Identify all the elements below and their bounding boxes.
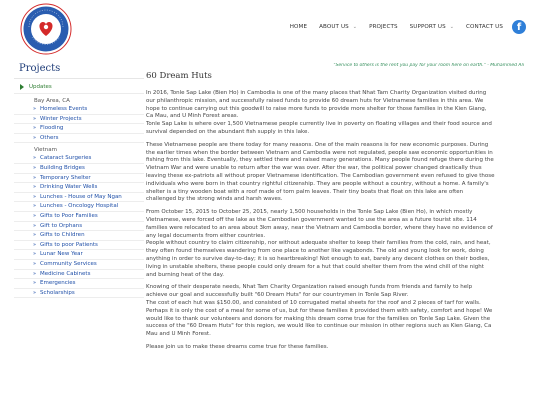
- content-paragraph: [146, 284, 524, 339]
- double-chevron-icon: »: [33, 212, 37, 219]
- double-chevron-icon: »: [33, 193, 37, 200]
- paragraph-line: These Vietnamese people are there today for many reasons. One of the main reasons is for new economic purposes. During: [146, 141, 489, 148]
- sidebar-title: Projects: [19, 63, 61, 74]
- paragraph-line: Tonle Sap Lake is where over 1,500 Vietnamese people currently live in poverty on floating villages and their food source and: [146, 121, 492, 128]
- content-paragraph: [146, 90, 524, 137]
- sidebar-item-updates[interactable]: Updates: [14, 81, 144, 94]
- sidebar-item-label: Lunches - Oncology Hospital: [40, 203, 119, 210]
- double-chevron-icon: »: [33, 222, 37, 229]
- paragraph-line: the earlier times when the border between Vietnam and Cambodia were not regulated, people saw economic opportunities in: [146, 149, 493, 156]
- paragraph-line: Ca Mau, and U Minh Forest areas.: [146, 113, 239, 120]
- paragraph-line: survival depended on the abundant fish supply in this lake.: [146, 128, 310, 135]
- divider: [14, 78, 144, 79]
- paragraph-line: living in unstable shelters, these people could only dream for a hut that could shelter them from the wind chill of the night: [146, 263, 484, 270]
- double-chevron-icon: »: [33, 280, 37, 287]
- paragraph-line: anything in order to survive day-to-day; it is so heartbreaking! Not enough to eat, barely any decent clothes on their bodies,: [146, 255, 490, 262]
- quote-text: "Service to others is the rent you pay for your room here on earth." - Muhammed Ali: [333, 63, 524, 68]
- sidebar-item-flooding[interactable]: [14, 124, 144, 134]
- region-label-bay-area: Bay Area, CA: [34, 98, 70, 104]
- double-chevron-icon: »: [33, 232, 37, 239]
- paragraph-line: People without country to claim citizenship, nor without adequate shelter to keep their families from the cold, rain, and heat,: [146, 240, 491, 247]
- sidebar-item-label: Homeless Events: [40, 106, 88, 112]
- paragraph-line: From October 15, 2015 to October 25, 2015, nearly 1,500 households in the Tonle Sap Lake (Bien Ho), in which mostly: [146, 209, 473, 216]
- sidebar-item-gifts-to-poor-families[interactable]: [14, 212, 144, 222]
- sidebar-item-label: Gifts to Children: [40, 232, 85, 239]
- double-chevron-icon: »: [33, 164, 37, 171]
- sidebar-item-building-bridges[interactable]: [14, 164, 144, 174]
- sidebar-item-label: Gifts to poor Patients: [40, 241, 98, 248]
- double-chevron-icon: »: [33, 134, 37, 141]
- double-chevron-icon: »: [33, 203, 37, 210]
- sidebar-item-label: Drinking Water Wells: [40, 184, 98, 191]
- page-title: 60 Dream Huts: [146, 71, 212, 81]
- paragraph-line: Mau and U Minh Forest.: [146, 331, 211, 338]
- facebook-icon[interactable]: f: [512, 20, 526, 34]
- sidebar-item-label: Lunches - House of May Ngan: [40, 193, 122, 200]
- paragraph-line: Knowing of their desperate needs, Nhat Tam Charity Organization raised enough funds from friends and family to help: [146, 284, 473, 291]
- paragraph-line: Vietnam War and were unable to return after the war was over. After the war, the political power changed drastically thus: [146, 165, 482, 172]
- double-chevron-icon: »: [33, 251, 37, 258]
- sidebar-item-label: Building Bridges: [40, 164, 85, 171]
- main-content: [146, 63, 524, 405]
- sidebar-item-homeless-events[interactable]: [14, 105, 144, 115]
- sidebar-item-label: Winter Projects: [40, 115, 82, 122]
- chevron-down-icon: ⌄: [352, 24, 358, 30]
- paragraph-line: Perhaps it is only the cost of a meal for some of us, but for these families it provided them with safety, comfort and hope! We: [146, 307, 493, 314]
- sidebar-item-medicine-cabinets[interactable]: [14, 270, 144, 280]
- sidebar-item-label: Temporary Shelter: [40, 174, 91, 181]
- sidebar-item-label: Flooding: [40, 125, 64, 132]
- paragraph-line: achieve our goal and successfully built "60 Dream Huts" for our countrymen in Tonle Sap River.: [146, 292, 409, 299]
- paragraph-line: hope to continue carrying out this goodwill to raise more funds to provide more shelter for those families in the Kien Giang,: [146, 105, 487, 112]
- content-paragraph: [146, 142, 524, 204]
- paragraph-line: Please join us to make these dreams come true for these families.: [146, 343, 329, 350]
- paragraph-line: any legal documents from either countries.: [146, 232, 266, 239]
- sidebar-item-others[interactable]: [14, 134, 144, 144]
- sidebar-item-gifts-to-children[interactable]: [14, 231, 144, 241]
- paragraph-line: would like to thank our volunteers and donors for making this dream come true for the families on Tonle Sap Lake. Given the: [146, 315, 491, 322]
- sidebar-item-label: Cataract Surgeries: [40, 155, 92, 162]
- sidebar-item-cataract-surgeries[interactable]: [14, 154, 144, 164]
- sidebar-item-emergencies[interactable]: [14, 279, 144, 289]
- sidebar-item-label: Lunar New Year: [40, 251, 83, 258]
- paragraph-line: In 2016, Tonle Sap Lake (Bien Ho) in Cambodia is one of the many places that Nhat Tam Charity Organization visited during: [146, 90, 487, 96]
- sidebar-item-gifts-to-poor-patients[interactable]: [14, 241, 144, 251]
- double-chevron-icon: »: [33, 115, 37, 122]
- sidebar-item-community-services[interactable]: [14, 260, 144, 270]
- double-chevron-icon: »: [33, 270, 37, 277]
- sidebar-item-label: Community Services: [40, 260, 97, 267]
- sidebar-item-winter-projects[interactable]: [14, 115, 144, 125]
- sidebar-item-lunches-house-of-may-ngan[interactable]: [14, 193, 144, 203]
- sidebar-item-scholarships[interactable]: [14, 289, 144, 299]
- paragraph-line: and burning heat of the day.: [146, 271, 225, 278]
- paragraph-line: fishing from this lake. Eventually, they settled there and raised many generations. Many people found refuge there during the: [146, 157, 494, 164]
- paragraph-line: The cost of each hut was $150.00, and consisted of 10 corrugated metal sheets for the roof and 2 pieces of tarf for walls.: [146, 299, 481, 306]
- paragraph-line: success of the "60 Dream Huts" for this region, we would like to continue our mission in other regions such as Kien Giang, Ca: [146, 323, 492, 330]
- nav-support-us[interactable]: SUPPORT US ⌄: [409, 24, 455, 30]
- paragraph-line: challenged by the strong winds and harsh waves.: [146, 196, 283, 203]
- sidebar-item-drinking-water-wells[interactable]: [14, 183, 144, 193]
- sidebar-item-temporary-shelter[interactable]: [14, 174, 144, 184]
- sidebar-item-lunches-oncology-hospital[interactable]: [14, 202, 144, 212]
- region-label-vietnam: Vietnam: [34, 147, 57, 154]
- double-chevron-icon: »: [33, 125, 37, 132]
- double-chevron-icon: »: [33, 184, 37, 191]
- double-chevron-icon: »: [33, 174, 37, 181]
- sidebar-item-label: Gifts to Poor Families: [40, 212, 98, 219]
- nav-projects[interactable]: PROJECTS: [369, 24, 398, 30]
- content-paragraph: [146, 209, 524, 279]
- paragraph-line: families were relocated to an area about 3km away, near the Vietnam and Cambodia border, where they have no evidence of: [146, 224, 493, 231]
- sidebar-item-label: Medicine Cabinets: [40, 270, 91, 277]
- sidebar-item-label: Emergencies: [40, 280, 76, 287]
- paragraph-line: Vietnamese, were forced off the lake as the Cambodian government wanted to use the area as a future tourist site. 114: [146, 216, 477, 223]
- sidebar-item-lunar-new-year[interactable]: [14, 250, 144, 260]
- paragraph-line: they often found themselves wandering from one place to another like vagabonds. The old and young look for work, doing: [146, 248, 484, 255]
- double-chevron-icon: »: [33, 106, 37, 112]
- nav-contact-us[interactable]: CONTACT US: [466, 24, 503, 30]
- content-paragraph: [146, 344, 524, 352]
- paragraph-line: shelter is a tiny wooden boat with a roof made of torn palm leaves. Their tiny boats that float on this lake are often: [146, 188, 464, 195]
- paragraph-line: individuals who were born in that country rightful citizenship. They are people without a country, without a home. A family's: [146, 180, 489, 187]
- sidebar-item-label: Gift to Orphans: [40, 222, 83, 229]
- double-chevron-icon: »: [33, 260, 37, 267]
- double-chevron-icon: »: [33, 241, 37, 248]
- sidebar-item-label: Others: [40, 134, 59, 141]
- double-chevron-icon: »: [33, 289, 37, 296]
- double-chevron-icon: »: [33, 155, 37, 162]
- site-header: [0, 0, 540, 56]
- main-nav: [278, 18, 526, 36]
- paragraph-line: our philanthropic mission, and successfully raised funds to provide 60 dream huts for Vietnamese families in this area. We: [146, 97, 484, 104]
- chevron-down-icon: ⌄: [449, 24, 455, 30]
- paragraph-line: leaving these ex-patriots all without proper Vietnamese identification. The Cambodian government even refused to give those: [146, 172, 495, 179]
- sidebar-item-gift-to-orphans[interactable]: [14, 222, 144, 232]
- sidebar-item-label: Scholarships: [40, 289, 75, 296]
- nav-home[interactable]: HOME: [289, 24, 308, 30]
- projects-sidebar: [14, 63, 144, 298]
- charity-logo[interactable]: [20, 3, 72, 55]
- nav-about-us[interactable]: ABOUT US ⌄: [319, 24, 358, 30]
- triangle-right-icon: [20, 84, 24, 90]
